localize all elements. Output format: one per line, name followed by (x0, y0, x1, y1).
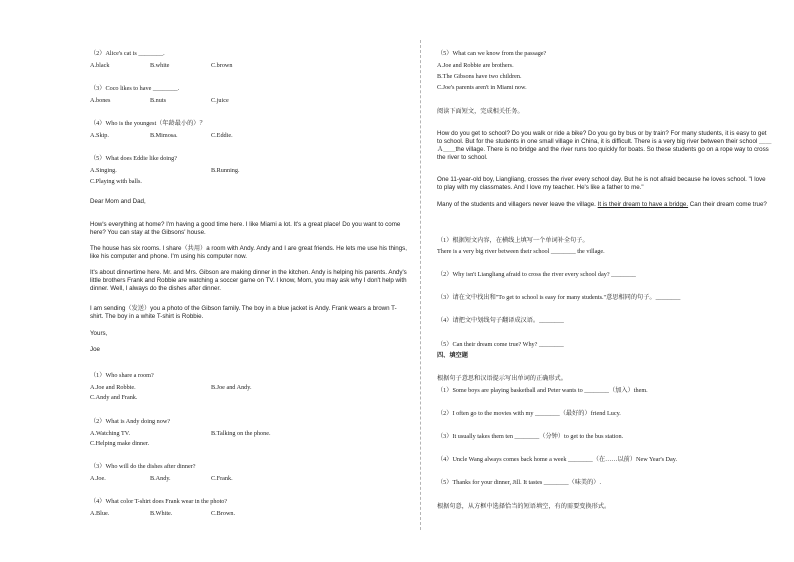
option-a: A.bones (90, 97, 111, 104)
passage-paragraph: One 11-year-old boy, Liangliang, crosses the river every school day. But he is not afraid because he loves school. "I love to play with my classmates. And I love my teacher. He's like a father to me." (437, 176, 766, 191)
option-c: C.Helping make dinner. (90, 440, 150, 447)
task-1-sentence: There is a very big river between their school ________ the village. (437, 248, 605, 255)
passage-paragraph (437, 130, 772, 162)
fill-item: （5）Thanks for your dinner, Jill. It tastes ________（味美的）. (437, 479, 602, 486)
question-stem: （4）Who is the youngest（年龄最小的）？ (90, 120, 206, 127)
option-a: A.Blue. (90, 510, 110, 517)
right-column (437, 0, 777, 562)
task-5: （5）Can their dream come true? Why? ________ (437, 341, 564, 348)
option-a: A.Skip. (90, 132, 109, 139)
option-b: B.Running. (211, 167, 240, 174)
question-stem: （4）What color T-shirt does Frank wear in the photo? (90, 498, 228, 505)
option-c: C.Frank. (211, 475, 233, 482)
letter-signature: Joe (90, 346, 100, 353)
passage-text: How do you get to school? Do you walk or ride a bike? Do you go by bus or by train? For many students, it is easy to get to school. But for the students in one small village in China, it is difficult. There is a very big river between their school (437, 130, 767, 145)
letter-paragraph: I am sending（发送）you a photo of the Gibson family. The boy in a blue jacket is Andy. Frank wears a brown T-shirt. The boy in a white T-shirt is Robbie. (90, 305, 397, 320)
option-b: B.nuts (150, 97, 166, 104)
question-stem: （2）What is Andy doing now? (90, 418, 171, 425)
question-stem: （5）What can we know from the passage? (437, 50, 547, 57)
passage-text: the village. There is no bridge and the river runs too quickly for boats. So these students go on a rope way to cross the river to school. (437, 146, 769, 161)
option-b: B.White. (150, 510, 173, 517)
option-b: B.Joe and Andy. (211, 384, 252, 391)
question-stem: （3）Coco likes to have ________. (90, 85, 180, 92)
option-a: A.Singing. (90, 167, 117, 174)
letter-paragraph: It's about dinnertime here. Mr. and Mrs. Gibson are making dinner in the kitchen. Andy is helping his parents. Andy's little brothers Frank and Robbie are watching a soccer game on TV. I know, Mom, you may ask why I don't help with dinner. Well, I always do the dishes after dinner. (90, 269, 407, 292)
option-a: A.black (90, 62, 110, 69)
option-c: C.Brown. (211, 510, 236, 517)
question-stem: （2）Alice's cat is ________. (90, 50, 165, 57)
underlined-sentence: It is their dream to have a bridge. (597, 201, 689, 208)
option-a: A.Joe. (90, 475, 106, 482)
fill-item: （3）It usually takes them ten ________（分钟）to get to the bus station. (437, 433, 624, 440)
passage-text: Many of the students and villagers never leave the village. (437, 201, 598, 208)
option-c: C.Andy and Frank. (90, 394, 138, 401)
option-c: C.Joe's parents aren't in Miami now. (437, 84, 527, 91)
option-c: C.juice (211, 97, 229, 104)
option-b: B.Talking on the phone. (211, 430, 271, 437)
option-a: A.Watching TV. (90, 430, 131, 437)
passage-paragraph (437, 201, 772, 209)
letter-paragraph: The house has six rooms. I share（共用）a room with Andy. Andy and I are great friends. He lets me use his things, like his computer and phone. I'm using his computer now. (90, 245, 407, 260)
option-c: C.brown (211, 62, 233, 69)
fill-item: （2）I often go to the movies with my ________（最好的）friend Lucy. (437, 410, 621, 417)
task-1: （1）根据短文内容，在横线上填写一个单词补全句子。 (437, 237, 589, 244)
task-3: （3）请在文中找出和"To get to school is easy for many students."意思相同的句子。________ (437, 294, 681, 301)
option-b: B.Andy. (150, 475, 171, 482)
option-b: B.white (150, 62, 170, 69)
section-instruction: 根据句意，从方框中选择恰当的短语填空，有的需要变换形式。 (437, 503, 611, 510)
passage-text: Can their dream come true? (688, 201, 767, 208)
section-instruction: 根据句子意思和汉语提示写出单词的正确形式。 (437, 375, 567, 382)
section-instruction: 阅读下面短文，完成相关任务。 (437, 108, 524, 115)
passage-blank: ＿＿Ａ＿＿ (437, 138, 772, 153)
option-b: B.The Gibsons have two children. (437, 73, 522, 80)
fill-item: （4）Uncle Wang always comes back home a week ________（在……以前）New Year's Day. (437, 456, 677, 463)
question-stem: （3）Who will do the dishes after dinner? (90, 463, 196, 470)
option-a: A.Joe and Robbie are brothers. (437, 62, 514, 69)
letter-paragraph: How's everything at home? I'm having a good time here. I like Miami a lot. It's a great place! Do you want to come here? You can stay at the Gibsons' house. (90, 221, 401, 236)
option-b: B.Mimosa. (150, 132, 178, 139)
option-c: C.Playing with balls. (90, 178, 142, 185)
page-divider (420, 40, 421, 530)
fill-item: （1）Some boys are playing basketball and Peter wants to ________（加入）them. (437, 387, 648, 394)
question-stem: （1）Who share a room? (90, 372, 154, 379)
section-title: 四、填空题 (437, 352, 468, 359)
question-stem: （5）What does Eddie like doing? (90, 155, 177, 162)
task-4: （4）请把文中划线句子翻译成汉语。________ (437, 317, 564, 324)
task-2: （2）Why isn't Liangliang afraid to cross the river every school day? ________ (437, 271, 636, 278)
option-a: A.Joe and Robbie. (90, 384, 136, 391)
left-column (90, 0, 408, 562)
option-c: C.Eddie. (211, 132, 233, 139)
letter-greeting: Dear Mom and Dad, (90, 198, 146, 205)
letter-closing: Yours, (90, 330, 108, 337)
